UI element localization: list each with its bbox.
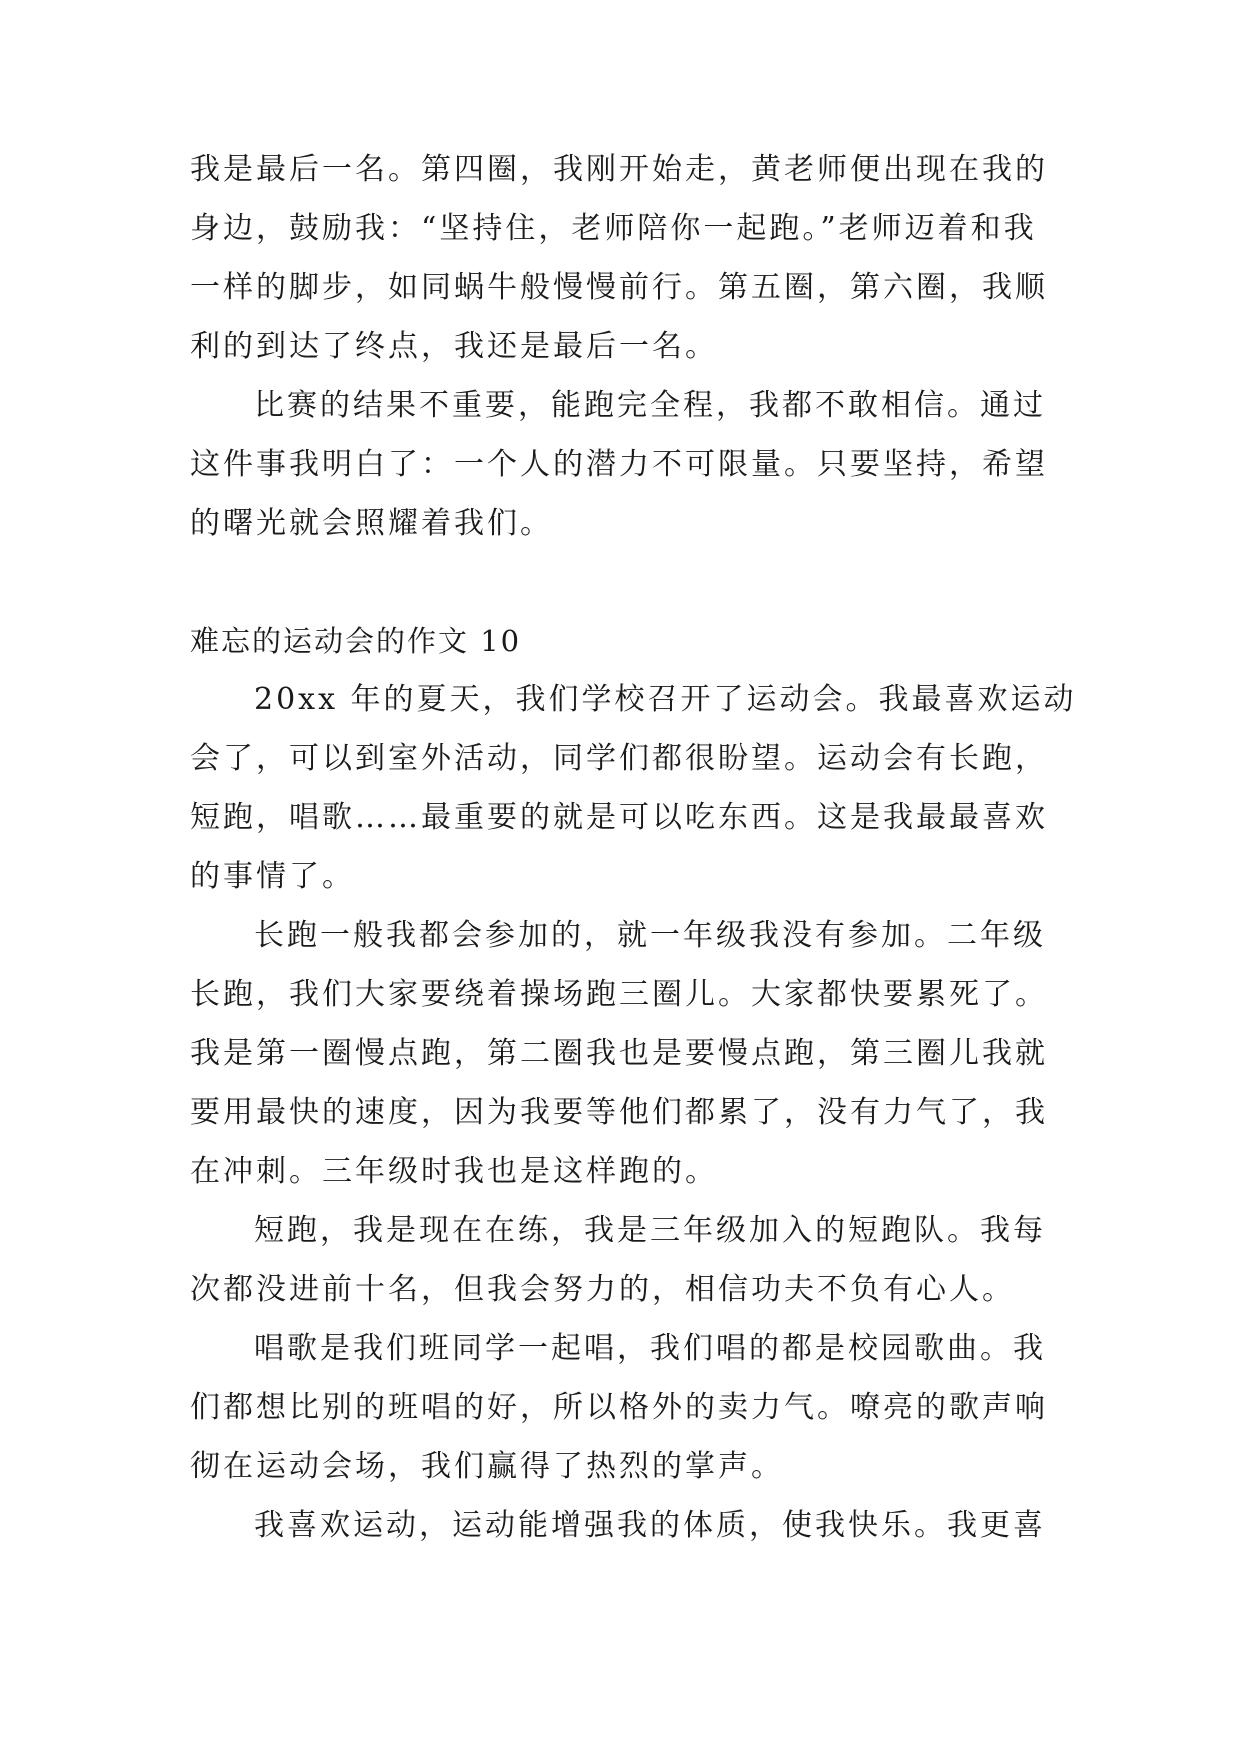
- section-heading: 难忘的运动会的作文 10: [190, 624, 522, 658]
- paragraph-line: 在冲刺。三年级时我也是这样跑的。: [190, 1154, 718, 1189]
- paragraph-line: 的曙光就会照耀着我们。: [190, 506, 553, 541]
- paragraph-line: 短跑，唱歌……最重要的就是可以吃东西。这是我最最喜欢: [190, 800, 1048, 835]
- paragraph-line: 这件事我明白了：一个人的潜力不可限量。只要坚持，希望: [190, 447, 1048, 482]
- paragraph-line: 唱歌是我们班同学一起唱，我们唱的都是校园歌曲。我: [254, 1331, 1046, 1366]
- paragraph-line: 身边，鼓励我：“坚持住，老师陪你一起跑。”老师迈着和我: [190, 211, 1037, 246]
- paragraph-line: 比赛的结果不重要，能跑完全程，我都不敢相信。通过: [254, 388, 1046, 423]
- paragraph-line: 利的到达了终点，我还是最后一名。: [190, 329, 718, 364]
- paragraph-line: 们都想比别的班唱的好，所以格外的卖力气。嘹亮的歌声响: [190, 1390, 1048, 1425]
- paragraph-line: 长跑一般我都会参加的，就一年级我没有参加。二年级: [254, 918, 1046, 953]
- paragraph-line: 短跑，我是现在在练，我是三年级加入的短跑队。我每: [254, 1213, 1046, 1248]
- paragraph-line: 20xx 年的夏天，我们学校召开了运动会。我最喜欢运动: [254, 682, 1077, 717]
- paragraph-line: 的事情了。: [190, 859, 355, 894]
- paragraph-line: 会了，可以到室外活动，同学们都很盼望。运动会有长跑，: [190, 741, 1048, 776]
- paragraph-line: 我是最后一名。第四圈，我刚开始走，黄老师便出现在我的: [190, 152, 1048, 187]
- paragraph-line: 要用最快的速度，因为我要等他们都累了，没有力气了，我: [190, 1095, 1048, 1130]
- paragraph-line: 彻在运动会场，我们赢得了热烈的掌声。: [190, 1449, 784, 1484]
- paragraph-line: 我喜欢运动，运动能增强我的体质，使我快乐。我更喜: [254, 1508, 1046, 1543]
- paragraph-line: 一样的脚步，如同蜗牛般慢慢前行。第五圈，第六圈，我顺: [190, 270, 1048, 305]
- paragraph-line: 我是第一圈慢点跑，第二圈我也是要慢点跑，第三圈儿我就: [190, 1036, 1048, 1071]
- paragraph-line: 长跑，我们大家要绕着操场跑三圈儿。大家都快要累死了。: [190, 977, 1048, 1012]
- paragraph-line: 次都没进前十名，但我会努力的，相信功夫不负有心人。: [190, 1272, 1015, 1307]
